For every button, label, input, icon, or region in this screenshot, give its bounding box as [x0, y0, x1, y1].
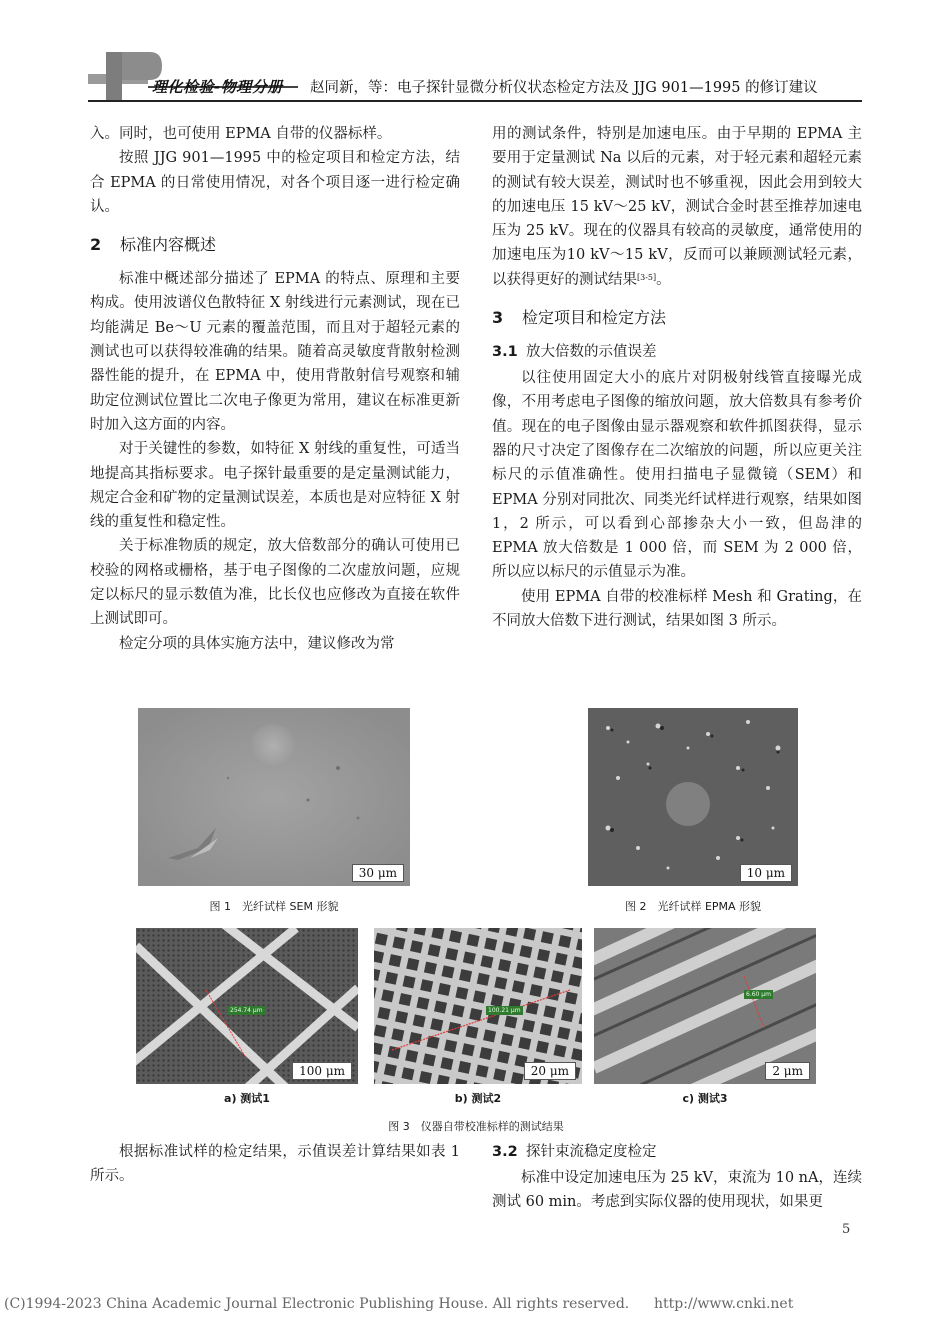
- left-column: [90, 122, 460, 656]
- paragraph: [492, 122, 862, 292]
- figure-panel-caption: c) 测试3: [682, 1092, 728, 1105]
- subsection-title: 探针束流稳定度检定: [526, 1144, 657, 1160]
- measurement-label: 100.21 μm: [488, 1007, 521, 1014]
- paragraph-text: 用的测试条件，特别是加速电压。由于早期的 EPMA 主要用于定量测试 Na 以后的元素，对于轻元素和超轻元素的测试有较大误差，测试时也不够重视，因此会用到较大的加速电压 15 kV～25 kV，测试合金时甚至推荐加速电压为 25 kV。现在的仪器具有较高的灵敏度，通常使用的加速电压为10 kV～15 kV，反而可以兼顾测试轻元素，以获得更好的测试结果: [492, 126, 862, 288]
- measurement-label: 254.74 μm: [230, 1007, 263, 1014]
- subsection-number: 3.1: [492, 344, 518, 361]
- section-heading: [492, 306, 862, 330]
- scale-bar: 100 μm: [292, 1062, 352, 1080]
- scale-bar: 10 μm: [740, 864, 792, 882]
- paragraph-end: 。: [656, 271, 671, 288]
- paragraph: 标准中设定加速电压为 25 kV，束流为 10 nA，连续测试 60 min。考虑到实际仪器的使用现状，如果更: [492, 1170, 862, 1211]
- figure-3b-image: [374, 928, 582, 1084]
- right-column-bottom: [492, 1140, 862, 1215]
- section-title: 检定项目和检定方法: [522, 308, 667, 328]
- figure-caption: 图 1 光纤试样 SEM 形貌: [209, 900, 339, 913]
- journal-name: 理化检验-物理分册: [152, 78, 283, 96]
- figure-3c-image: [594, 928, 816, 1084]
- paragraph: 检定分项的具体实施方法中，建议修改为常: [119, 635, 395, 652]
- section-heading: [90, 233, 460, 257]
- paragraph: 关于标准物质的规定，放大倍数部分的确认可使用已校验的网格或栅格，基于电子图像的二次虚放问题，应规定以标尺的显示数值为准，比长仪也应修改为直接在软件上测试即可。: [90, 538, 460, 628]
- paragraph: 根据标准试样的检定结果，示值误差计算结果如表 1 所示。: [90, 1144, 460, 1185]
- section-number: 2: [90, 235, 102, 255]
- copyright-text: (C)1994-2023 China Academic Journal Electronic Publishing House. All rights reserved.: [4, 1296, 630, 1312]
- subsection-heading: [492, 340, 862, 364]
- subsection-title: 放大倍数的示值误差: [526, 344, 657, 361]
- paragraph: 入。同时，也可使用 EPMA 自带的仪器标样。: [90, 126, 392, 142]
- figure-panel-caption: a) 测试1: [224, 1092, 270, 1105]
- paragraph: 按照 JJG 901—1995 中的检定项目和检定方法，结合 EPMA 的日常使用情况，对各个项目逐一进行检定确认。: [90, 150, 460, 215]
- figure-2-image: [588, 708, 798, 886]
- figure-panel-caption: b) 测试2: [454, 1092, 502, 1105]
- figure-3a-image: [136, 928, 358, 1084]
- paragraph: 对于关键性的参数，如特征 X 射线的重复性，可适当地提高其指标要求。电子探针最重要的是定量测试能力，规定合金和矿物的定量测试误差，本质也是对应特征 X 射线的重复性和稳定性。: [90, 441, 460, 531]
- figure-caption: 图 2 光纤试样 EPMA 形貌: [624, 900, 762, 913]
- mesh-squares-micrograph-icon: [374, 928, 582, 1084]
- subsection-heading: [492, 1140, 862, 1164]
- right-column: [492, 122, 862, 633]
- left-column-bottom: [90, 1140, 460, 1189]
- citation[interactable]: [3-5]: [637, 272, 657, 282]
- paragraph: 以往使用固定大小的底片对阴极射线管直接曝光成像，不用考虑电子图像的缩放问题，放大倍数具有参考价值。现在的电子图像由显示器观察和软件抓图获得，显示器的尺寸决定了图像存在二次缩放的问题，所以应更关注标尺的示值准确性。使用扫描电子显微镜（SEM）和 EPMA 分别对同批次、同类光纤试样进行观察，结果如图 1，2 所示，可以看到心部掺杂大小一致，但岛津的 EPMA 放大倍数是 1 000 倍，而 SEM 为 2 000 倍，所以应以标尺的示值显示为准。: [492, 370, 862, 581]
- copyright-footer: [4, 1296, 794, 1312]
- figure-1-image: [138, 708, 410, 886]
- cnki-link[interactable]: http://www.cnki.net: [654, 1296, 794, 1312]
- measurement-label: 6.60 μm: [746, 991, 771, 998]
- paragraph: 标准中概述部分描述了 EPMA 的特点、原理和主要构成。使用波谱仪色散特征 X 射线进行元素测试，现在已均能满足 Be～U 元素的覆盖范围，而且对于超轻元素的测试也可以获得较准确的结果。随着高灵敏度背散射检测器性能的提升，在 EPMA 中，使用背散射信号观察和辅助定位测试位置比二次电子像更为常用，建议在标准更新时加入这方面的内容。: [90, 271, 460, 433]
- section-title: 标准内容概述: [120, 235, 217, 255]
- epma-micrograph-icon: [588, 708, 798, 886]
- scale-bar: 30 μm: [352, 864, 404, 882]
- sem-micrograph-icon: [138, 708, 410, 886]
- header-rule: [88, 100, 862, 102]
- section-number: 3: [492, 308, 504, 328]
- grating-micrograph-icon: [594, 928, 816, 1084]
- scale-bar: 20 μm: [524, 1062, 576, 1080]
- scale-bar: 2 μm: [765, 1062, 810, 1080]
- figure-caption: 图 3 仪器自带校准标样的测试结果: [388, 1120, 564, 1133]
- subsection-number: 3.2: [492, 1144, 518, 1160]
- paragraph: 使用 EPMA 自带的校准标样 Mesh 和 Grating，在不同放大倍数下进行测试，结果如图 3 所示。: [492, 588, 862, 630]
- running-title: 赵同新，等：电子探针显微分析仪状态检定方法及 JJG 901—1995 的修订建议: [310, 80, 818, 96]
- page-number: 5: [842, 1222, 851, 1237]
